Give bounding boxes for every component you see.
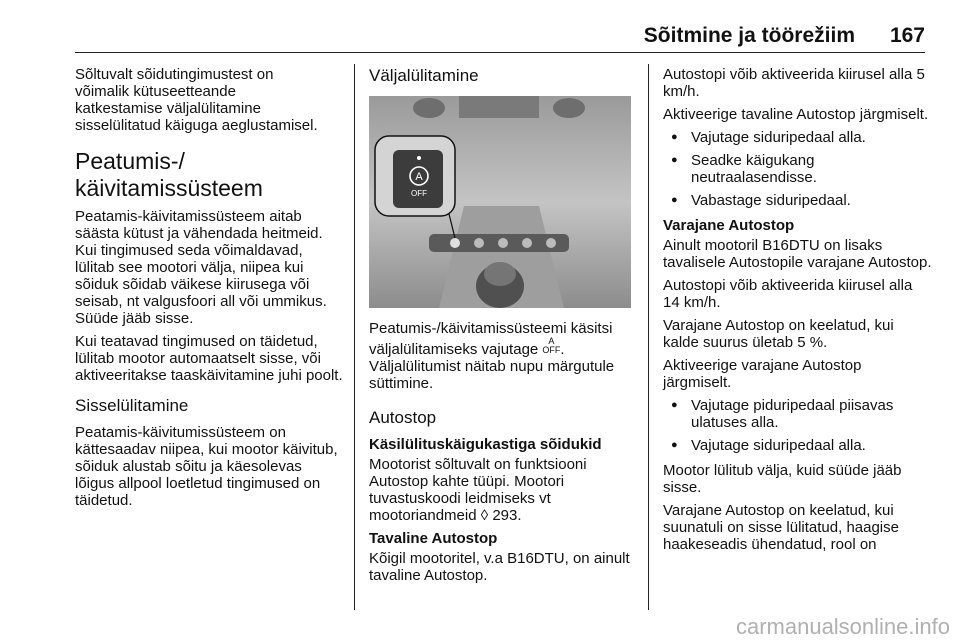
list-item: ● Vajutage siduripedaal alla. [663,129,933,146]
section-heading-autostop: Autostop [369,408,437,427]
paragraph-early-autostop: Ainult mootoril B16DTU on lisaks tavalisele Autostopile varajane Autostop. [663,237,932,271]
figure-caption: Peatumis-/käivitamissüsteemi käsitsi väljalülitamiseks vajutage A OFF. Väljalülitumist näitab nupu märgutule süttimine. [369,320,615,392]
column-middle [369,66,639,590]
watermark: carmanualsonline.info [735,614,950,639]
paragraph-early-speed: Autostopi võib aktiveerida kiirusel alla 14 km/h. [663,277,913,311]
paragraph-normal-autostop: Kõigil mootoritel, v.a B16DTU, on ainult tavaline Autostop. [369,550,630,584]
paragraph-speed: Autostopi võib aktiveerida kiirusel alla 5 km/h. [663,66,925,100]
paragraph-activate-early: Aktiveerige varajane Autostop järgmiselt. [663,357,862,391]
paragraph-slope: Varajane Autostop on keelatud, kui kalde suurus ületab 5 %. [663,317,894,351]
column-divider-2 [648,64,649,610]
page-title: Sõitmine ja töörežiim [643,24,855,47]
dashboard-photo [369,96,631,308]
steps-list-early [663,397,933,454]
subheading-normal-autostop: Tavaline Autostop [369,530,498,547]
dashboard-illustration [369,96,631,308]
column-left [75,66,345,515]
list-item: ● Vajutage piduripedaal piisavas ulatuses alla. [663,397,933,431]
paragraph-activation: Peatamis-käivitumissüsteem on kättesaadav niipea, kui mootor käivitub, sõiduk alustab sõitu ja käesolevas lõigus allpool loetletud tingimused on täidetud. [75,424,338,509]
subheading-manual-transmission: Käsilülituskäigukastiga sõidukid [369,436,602,453]
section-heading-deactivation: Väljalülitamine [369,66,479,85]
paragraph-manual: Mootorist sõltuvalt on funktsiooni Autostop kahte tüüpi. Mootori tuvastuskoodi leidmiseks vt mootoriandmeid ◊ 293. [369,456,587,524]
paragraph-engine-off: Mootor lülitub välja, kuid süüde jääb sisse. [663,462,902,496]
page-header [75,22,925,53]
section-heading-stop-start: Peatumis-/ käivitamissüsteem [75,148,263,201]
paragraph-restart: Kui teatavad tingimused on täidetud, lülitab mootor automaatselt sisse, või aktiveeritakse taaskäivitamine juhi poolt. [75,333,343,384]
steps-list-normal [663,129,933,209]
button-symbol: A [415,171,423,183]
subheading-early-autostop: Varajane Autostop [663,217,795,234]
paragraph-activate-normal: Aktiveerige tavaline Autostop järgmiselt. [663,106,929,123]
page-number: 167 [889,24,925,47]
list-item: ● Seadke käigukang neutraalasendisse. [663,152,933,186]
column-right [663,66,933,559]
page-reference-link[interactable]: 293 [492,507,518,524]
subheading-activation: Sisselülitamine [75,396,189,415]
list-item: ● Vabastage siduripedaal. [663,192,933,209]
autostop-off-icon: A OFF [542,336,561,355]
cross-reference-icon: ◊ [480,507,489,524]
paragraph-early-disabled: Varajane Autostop on keelatud, kui suunatuli on sisse lülitatud, haagise haakeseadis ühendatud, rool on [663,502,899,553]
button-off-label: OFF [411,189,427,198]
column-divider-1 [354,64,355,610]
list-item: ● Vajutage siduripedaal alla. [663,437,933,454]
intro-paragraph: Sõltuvalt sõidutingimustest on võimalik kütuseetteande katkestamise väljalülitamine sisselülitatud käiguga aeglustamisel. [75,66,318,134]
paragraph-description: Peatamis-käivitamissüsteem aitab säästa kütust ja vähendada heitmeid. Kui tingimused seda võimaldavad, lülitab see mootori välja, niipea kui sõiduk sõidab väikese kiirusega või seisab, nt valgusfoori all või ummikus. Süüde jääb sisse. [75,208,327,327]
